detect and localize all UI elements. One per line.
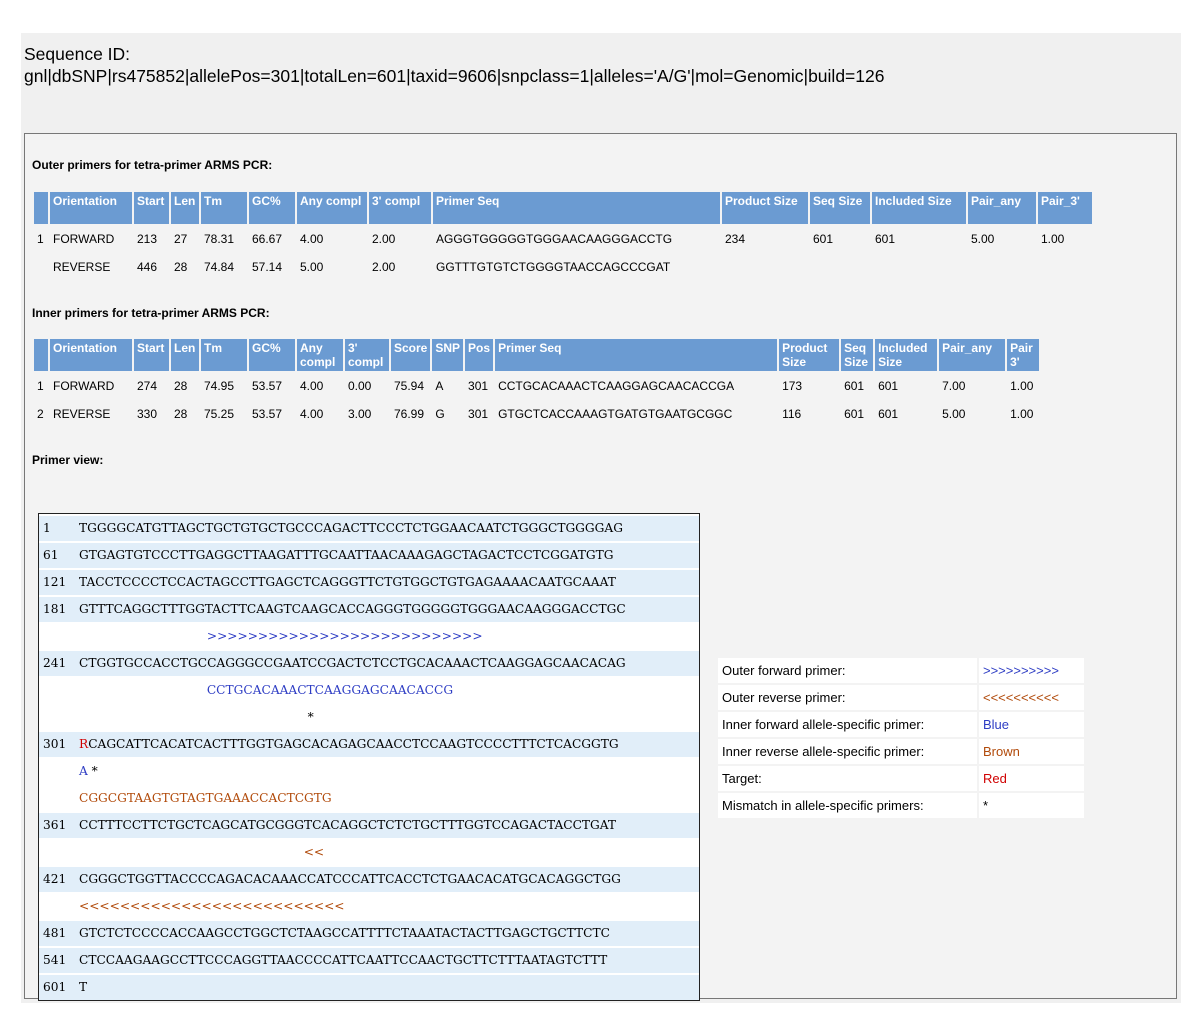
sequence-row bbox=[39, 541, 699, 568]
sequence-blue-segment: >>>>>>>>>>>>>>>>>>>>>>>>>>> bbox=[206, 629, 483, 643]
outer-cell: REVERSE bbox=[53, 260, 111, 274]
outer-header-seq-size: Seq Size bbox=[810, 192, 870, 224]
legend-row bbox=[718, 766, 1084, 791]
inner-primers-table bbox=[32, 337, 1041, 429]
inner-cell: 301 bbox=[468, 407, 489, 421]
sequence-brown-segment: CGGCGTAAGTGTAGTGAAACCACTCGTG bbox=[79, 791, 332, 805]
legend-value: Red bbox=[979, 766, 1084, 791]
inner-header-seq-size: Seq Size bbox=[841, 339, 873, 371]
sequence-segment: GTCTCTCCCCACCAAGCCTGGCTCTAAGCCATTTTCTAAATACTACTTGAGCTGCTTCTC bbox=[79, 926, 610, 940]
legend-label: Inner forward allele-specific primer: bbox=[718, 712, 977, 737]
sequence-text bbox=[75, 651, 699, 676]
table-row bbox=[34, 226, 1092, 252]
sequence-text bbox=[75, 975, 699, 1000]
outer-cell bbox=[1038, 254, 1092, 280]
inner-cell: 274 bbox=[137, 379, 158, 393]
sequence-id-header bbox=[24, 43, 884, 87]
legend-label: Outer reverse primer: bbox=[718, 685, 977, 710]
sequence-segment: TACCTCCCCTCCACTAGCCTTGAGCTCAGGGTTCTGTGGCTGTGAGAAAACAATGCAAAT bbox=[79, 575, 616, 589]
sequence-row bbox=[39, 649, 699, 676]
inner-header-included-size: Included Size bbox=[875, 339, 937, 371]
inner-primers-title: Inner primers for tetra-primer ARMS PCR: bbox=[32, 306, 270, 320]
sequence-segment: T bbox=[79, 980, 88, 994]
inner-header-pos: Pos bbox=[465, 339, 493, 371]
annotation-row bbox=[39, 703, 699, 730]
sequence-position: 241 bbox=[43, 656, 67, 670]
annotation-row bbox=[39, 784, 699, 811]
sequence-segment: TGGGGCATGTTAGCTGCTGTGCTGCCCAGACTTCCCTCTGGAACAATCTGGGCTGGGGAG bbox=[79, 521, 623, 535]
sequence-position bbox=[39, 624, 75, 649]
inner-cell: 1 bbox=[37, 379, 44, 393]
inner-header-product-size: Product Size bbox=[779, 339, 839, 371]
outer-header-primer-seq: Primer Seq bbox=[433, 192, 720, 224]
inner-header-primer-seq: Primer Seq bbox=[495, 339, 777, 371]
sequence-segment: GTTTCAGGCTTTGGTACTTCAAGTCAAGCACCAGGGTGGGGGTGGGAACAAGGGACCTGC bbox=[79, 602, 626, 616]
sequence-text bbox=[75, 705, 699, 730]
sequence-brown-segment: <<<<<<<<<<<<<<<<<<<<<<<<<< bbox=[79, 899, 345, 913]
inner-cell: 4.00 bbox=[300, 379, 324, 393]
sequence-segment: CTGGTGCCACCTGCCAGGGCCGAATCCGACTCTCCTGCACAAACTCAAGGAGCAACACAG bbox=[79, 656, 626, 670]
inner-header-len: Len bbox=[171, 339, 199, 371]
table-row bbox=[34, 401, 1039, 427]
outer-primers-table bbox=[32, 190, 1094, 282]
legend-value: <<<<<<<<<< bbox=[979, 685, 1084, 710]
primer-view-title: Primer view: bbox=[32, 453, 104, 467]
inner-cell: 3.00 bbox=[348, 407, 372, 421]
sequence-segment: CTCCAAGAAGCCTTCCCAGGTTAACCCCATTCAATTCCAACTGCTTCTTTAATAGTCTTT bbox=[79, 953, 608, 967]
inner-table-header-row bbox=[34, 339, 1039, 371]
inner-cell: 601 bbox=[878, 379, 899, 393]
sequence-text bbox=[75, 840, 699, 865]
sequence-segment: GTGAGTGTCCCTTGAGGCTTAAGATTTGCAATTAACAAAGAGCTAGACTCCTCGGATGTG bbox=[79, 548, 614, 562]
outer-cell: 2.00 bbox=[372, 260, 396, 274]
outer-header-included-size: Included Size bbox=[872, 192, 966, 224]
inner-cell: 28 bbox=[174, 407, 188, 421]
outer-cell: 66.67 bbox=[252, 232, 283, 246]
inner-header-3-compl: 3' compl bbox=[345, 339, 389, 371]
sequence-text bbox=[75, 867, 699, 892]
legend-row bbox=[718, 793, 1084, 818]
outer-header-3-compl: 3' compl bbox=[369, 192, 431, 224]
sequence-position: 181 bbox=[43, 602, 67, 616]
sequence-segment bbox=[79, 683, 207, 697]
sequence-text bbox=[75, 597, 699, 622]
sequence-position: 301 bbox=[43, 737, 67, 751]
legend-value: * bbox=[979, 793, 1084, 818]
sequence-row bbox=[39, 973, 699, 1000]
inner-header-gc: GC% bbox=[249, 339, 295, 371]
sequence-position: 421 bbox=[43, 872, 67, 886]
inner-cell: 0.00 bbox=[348, 379, 372, 393]
legend-row bbox=[718, 712, 1084, 737]
sequence-segment bbox=[79, 629, 207, 643]
legend-value: Blue bbox=[979, 712, 1084, 737]
inner-cell-primer-seq: CCTGCACAAACTCAAGGAGCAACACCGA bbox=[498, 379, 735, 393]
inner-cell: FORWARD bbox=[53, 379, 115, 393]
outer-header-start: Start bbox=[134, 192, 169, 224]
inner-header-pair-3: Pair 3' bbox=[1007, 339, 1039, 371]
sequence-segment: CCTTTCCTTCTGCTCAGCATGCGGGTCACAGGCTCTCTGCTTTGGTCCAGACTACCTGAT bbox=[79, 818, 617, 832]
sequence-position: 541 bbox=[43, 953, 67, 967]
outer-cell bbox=[810, 254, 870, 280]
sequence-blue-segment: A bbox=[79, 764, 88, 778]
table-row bbox=[34, 373, 1039, 399]
inner-cell: 601 bbox=[844, 379, 865, 393]
inner-header-pair-any: Pair_any bbox=[939, 339, 1005, 371]
legend-row bbox=[718, 685, 1084, 710]
inner-cell: 53.57 bbox=[252, 407, 283, 421]
primer-legend bbox=[716, 656, 1086, 820]
legend-row bbox=[718, 739, 1084, 764]
legend-value: Brown bbox=[979, 739, 1084, 764]
inner-cell: 173 bbox=[782, 379, 803, 393]
inner-cell: REVERSE bbox=[53, 407, 111, 421]
sequence-position bbox=[39, 786, 75, 811]
sequence-text bbox=[75, 570, 699, 595]
outer-primers-title: Outer primers for tetra-primer ARMS PCR: bbox=[32, 158, 273, 172]
legend-label: Outer forward primer: bbox=[718, 658, 977, 683]
sequence-segment: CGGGCTGGTTACCCCAGACACAAACCATCCCATTCACCTCTGAACACATGCACAGGCTGG bbox=[79, 872, 621, 886]
legend-label: Target: bbox=[718, 766, 977, 791]
sequence-text bbox=[75, 894, 699, 919]
sequence-segment: * bbox=[87, 764, 98, 778]
outer-header-len: Len bbox=[171, 192, 199, 224]
sequence-position: 481 bbox=[43, 926, 67, 940]
sequence-row bbox=[39, 514, 699, 541]
outer-cell: 27 bbox=[174, 232, 188, 246]
annotation-row bbox=[39, 622, 699, 649]
sequence-position: 61 bbox=[43, 548, 59, 562]
outer-header-gc: GC% bbox=[249, 192, 295, 224]
sequence-position bbox=[39, 759, 75, 784]
inner-cell: 75.25 bbox=[204, 407, 235, 421]
outer-cell: 4.00 bbox=[300, 232, 324, 246]
outer-cell-primer-seq: GGTTTGTGTCTGGGGTAACCAGCCCGAT bbox=[436, 260, 671, 274]
sequence-text bbox=[75, 678, 699, 703]
sequence-text bbox=[75, 624, 699, 649]
outer-cell: 2.00 bbox=[372, 232, 396, 246]
inner-header-start: Start bbox=[134, 339, 169, 371]
sequence-brown-segment: << bbox=[303, 845, 325, 859]
sequence-position bbox=[39, 678, 75, 703]
outer-cell: FORWARD bbox=[53, 232, 115, 246]
outer-header-pair-3: Pair_3' bbox=[1038, 192, 1092, 224]
outer-cell-primer-seq: AGGGTGGGGGTGGGAACAAGGGACCTG bbox=[436, 232, 673, 246]
inner-cell: 4.00 bbox=[300, 407, 324, 421]
sequence-row bbox=[39, 595, 699, 622]
inner-cell: A bbox=[435, 379, 444, 393]
legend-value: >>>>>>>>>> bbox=[979, 658, 1084, 683]
sequence-id-label: Sequence ID: bbox=[24, 44, 131, 64]
sequence-position: 361 bbox=[43, 818, 67, 832]
sequence-position: 1 bbox=[43, 521, 51, 535]
sequence-id-value: gnl|dbSNP|rs475852|allelePos=301|totalLen=601|taxid=9606|snpclass=1|alleles='A/G'|mol=Genomic|build=126 bbox=[24, 66, 885, 86]
outer-header-orientation: Orientation bbox=[50, 192, 132, 224]
outer-cell: 1.00 bbox=[1041, 232, 1065, 246]
primer-view-box bbox=[38, 513, 700, 1001]
sequence-red-segment: R bbox=[79, 737, 89, 751]
outer-header-tm: Tm bbox=[201, 192, 247, 224]
outer-cell: 57.14 bbox=[252, 260, 283, 274]
sequence-position bbox=[39, 705, 75, 730]
outer-cell: 5.00 bbox=[971, 232, 995, 246]
sequence-row bbox=[39, 811, 699, 838]
inner-cell: 301 bbox=[468, 379, 489, 393]
sequence-text bbox=[75, 543, 699, 568]
sequence-text bbox=[75, 516, 699, 541]
inner-cell: 601 bbox=[844, 407, 865, 421]
inner-header-score: Score bbox=[391, 339, 430, 371]
outer-cell: 1 bbox=[37, 232, 44, 246]
annotation-row bbox=[39, 676, 699, 703]
outer-cell bbox=[722, 254, 808, 280]
sequence-segment: CAGCATTCACATCACTTTGGTGAGCACAGAGCAACCTCCAAGTCCCCTTTCTCACGGTG bbox=[88, 737, 619, 751]
legend-label: Mismatch in allele-specific primers: bbox=[718, 793, 977, 818]
sequence-text bbox=[75, 813, 699, 838]
inner-cell: 330 bbox=[137, 407, 158, 421]
sequence-row bbox=[39, 919, 699, 946]
sequence-text bbox=[75, 921, 699, 946]
inner-cell: 74.95 bbox=[204, 379, 235, 393]
inner-cell: 76.99 bbox=[394, 407, 425, 421]
annotation-row bbox=[39, 838, 699, 865]
sequence-text bbox=[75, 948, 699, 973]
outer-table-header-row bbox=[34, 192, 1092, 224]
outer-cell: 5.00 bbox=[300, 260, 324, 274]
outer-cell: 28 bbox=[174, 260, 188, 274]
inner-cell: 75.94 bbox=[394, 379, 425, 393]
sequence-position: 601 bbox=[43, 980, 67, 994]
outer-header-product-size: Product Size bbox=[722, 192, 808, 224]
sequence-position bbox=[39, 840, 75, 865]
outer-cell bbox=[872, 254, 966, 280]
outer-cell: 234 bbox=[725, 232, 746, 246]
inner-cell-primer-seq: GTGCTCACCAAAGTGATGTGAATGCGGC bbox=[498, 407, 733, 421]
inner-cell: 5.00 bbox=[942, 407, 966, 421]
inner-cell: 601 bbox=[878, 407, 899, 421]
inner-header-orientation: Orientation bbox=[50, 339, 132, 371]
inner-cell: G bbox=[435, 407, 445, 421]
sequence-row bbox=[39, 946, 699, 973]
sequence-row bbox=[39, 865, 699, 892]
inner-header-snp: SNP bbox=[432, 339, 463, 371]
sequence-row bbox=[39, 568, 699, 595]
sequence-text bbox=[75, 786, 699, 811]
legend-label: Inner reverse allele-specific primer: bbox=[718, 739, 977, 764]
inner-cell: 53.57 bbox=[252, 379, 283, 393]
inner-cell: 2 bbox=[37, 407, 44, 421]
sequence-segment: * bbox=[79, 710, 314, 724]
inner-header-any-compl: Any compl bbox=[297, 339, 343, 371]
sequence-segment bbox=[79, 845, 304, 859]
inner-cell: 1.00 bbox=[1010, 407, 1034, 421]
outer-cell: 446 bbox=[137, 260, 158, 274]
inner-header-index bbox=[34, 339, 48, 371]
outer-cell bbox=[34, 254, 48, 280]
outer-header-index bbox=[34, 192, 48, 224]
sequence-text bbox=[75, 732, 699, 757]
sequence-position: 121 bbox=[43, 575, 67, 589]
annotation-row bbox=[39, 892, 699, 919]
legend-row bbox=[718, 658, 1084, 683]
outer-cell: 74.84 bbox=[204, 260, 235, 274]
sequence-row bbox=[39, 730, 699, 757]
annotation-row bbox=[39, 757, 699, 784]
outer-cell: 601 bbox=[813, 232, 834, 246]
sequence-text bbox=[75, 759, 699, 784]
outer-cell: 78.31 bbox=[204, 232, 235, 246]
sequence-blue-segment: CCTGCACAAACTCAAGGAGCAACACCG bbox=[206, 683, 454, 697]
table-row bbox=[34, 254, 1092, 280]
outer-header-any-compl: Any compl bbox=[297, 192, 367, 224]
inner-cell: 1.00 bbox=[1010, 379, 1034, 393]
outer-cell: 213 bbox=[137, 232, 158, 246]
inner-cell: 7.00 bbox=[942, 379, 966, 393]
inner-cell: 116 bbox=[782, 407, 802, 421]
sequence-position bbox=[39, 894, 75, 919]
outer-header-pair-any: Pair_any bbox=[968, 192, 1036, 224]
outer-cell bbox=[968, 254, 1036, 280]
inner-cell: 28 bbox=[174, 379, 188, 393]
outer-cell: 601 bbox=[875, 232, 896, 246]
inner-header-tm: Tm bbox=[201, 339, 247, 371]
